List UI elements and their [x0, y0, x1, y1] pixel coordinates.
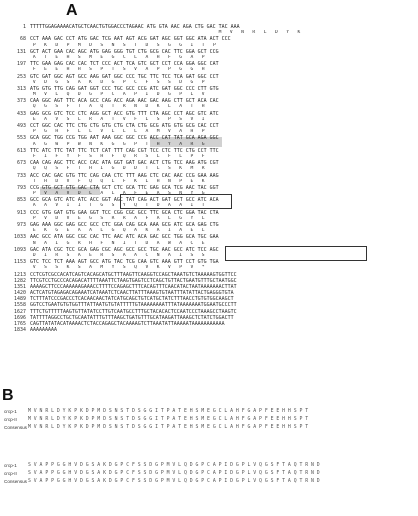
sequence-position-number: 1627: [14, 308, 26, 315]
alignment-block: [4, 408, 414, 432]
alignment-row: [4, 478, 414, 486]
sequence-text: GGTCCTGAATGTGTGGTTTATTAATGTGTATTTTTGTAAAAAAAATTTATAAAAAAATGGAATGCCCTT: [30, 302, 237, 309]
sequence-position-number: 853: [17, 197, 26, 204]
sequence-text: GAC ATA CGC TCC GCA GAG CGC AGC GCC GCC TGC AAC GCC ATC TCC AGC: [30, 246, 219, 253]
alignment-row: [4, 470, 414, 478]
sequence-position-number: 313: [17, 85, 26, 92]
sequence-position-number: 973: [17, 222, 26, 228]
sequence-position-number: 1282: [14, 277, 26, 284]
panel-a-sequence: [4, 24, 414, 333]
sequence-text: TATTTTAGGCCTGCTGCAATATTTGTTTAAGCTGATGTTTGCATAAGATTAAAGCTCTATCTGGACTT: [30, 314, 234, 321]
sequence-position-number: 1420: [14, 290, 26, 297]
sequence-text: A A V I I T G S Y Q T D A A I T: [30, 203, 205, 209]
sequence-position-number: 553: [17, 135, 26, 142]
sequence-text: GTC GAT GGC AGT GCC AAG GAT GGC CCC TGC TTC TCC TCA GAT GGC CCT: [30, 73, 219, 80]
sequence-position-number: 1: [23, 24, 26, 30]
sequence-text: P V D V E G S R R A F A L G Y L: [30, 215, 205, 221]
sequence-text: AAC GCC ATA GGC CGC CAC TTC AAC ATC ACA GAC GCC TGG GCA TGC GAA: [30, 234, 219, 241]
sequence-text: TTTTTGGAGAAAACATGCTCAACTGTGGACCCTAGAAC ATG GTA AAC AGA CTG GAC TAC AAA: [30, 24, 240, 30]
sequence-text: ACC CAC GAC GTG TTC CAG CAA CTC TTT AAG CTC CAC AAC CCG GAA AAG: [30, 172, 219, 179]
alignment-row: [4, 408, 414, 416]
sequence-position-number: 1093: [14, 246, 26, 253]
alignment-residues: S V A P P G G H V D G S A K D G P C F S S D G P M V L Q D G P C A P I D G P L V Q G S F T A Q T R N D: [28, 479, 320, 484]
alignment-row: [4, 424, 414, 432]
sequence-text: GCC GCA GTC ATC ATC ACC GGT AGC TAT CAG ACT GAT GCT GCC ATC ACA: [30, 197, 219, 204]
sequence-text: CAA GGC AGT TTC ACA GCC CAG ACC AGA AAC GAC AAG CTT GCT ACA CAC: [30, 98, 219, 105]
sequence-text: CCG GTG GCT GTG GAC CTA GCT CTC GCA TTC GAG GCA TCG AAC TAC GGT: [30, 184, 219, 191]
sequence-position-number: 1834: [14, 327, 26, 334]
sequence-position-number: 1696: [14, 314, 26, 321]
sequence-position-number: 493: [17, 123, 26, 129]
alignment-sequence-name: crcp-II: [4, 417, 17, 422]
sequence-position-number: 673: [17, 160, 26, 167]
alignment-residues: S V A P P G G H V D G S A K D G P C F S S D G P M V L Q D G P C A P I D G P L V Q G S F T A Q T R N D: [28, 463, 320, 468]
alignment-sequence-name: Consensus: [4, 479, 27, 484]
sequence-text: F I F Y F S H F Q R S L F L P F: [30, 153, 205, 159]
sequence-text: D I R S A E R S A A C N A I S S: [30, 252, 205, 258]
sequence-text: N A I G R H F N I T D A W A C E: [30, 240, 205, 246]
sequence-text: GAG GCG GTC TCC CTC AGG GCT ACC GTG TTT CTA AGC CCT AGC GTC ATC: [30, 110, 219, 117]
alignment-row: [4, 462, 414, 470]
sequence-position-number: 1213: [14, 271, 26, 278]
sequence-text: M V L Q D G P C A P I D G P L V: [30, 92, 205, 98]
sequence-text: TTTCTGTTTTTAAGTGTTATATCCTTGTCAATGCCTTTGCTACACACTCCAATCCCTAAAGCCTAAGTC: [30, 308, 237, 315]
sequence-text: ACTCATGTAGAGACAGAAATCATAAATCTCAACTTATTTAAAGTGTAATTTATATTACTGAGGGTGTA: [30, 290, 234, 297]
sequence-text: ATG GTG TTG CAG GAT GGT CCC TGC GCC CCG ATC GAT GGC CCC CTT GTG: [30, 85, 219, 92]
sequence-position-number: 913: [17, 209, 26, 216]
sequence-text: A G W P W N K G G P T H Y A R G: [30, 141, 205, 147]
sequence-position-number: 433: [17, 110, 26, 117]
sequence-text: TTC GAA GAG CAC CAC TCT CCC ACT TCA GTC GCT CCT CCA GGA GGC CAT: [30, 61, 219, 68]
sequence-text: CCTCGTCGCCACATCAGTCACAGCATGCTTTAAGTTCAAGGTCCAGCTAAATGTCTAAAAAGTGGTTCC: [30, 271, 237, 278]
sequence-position-number: 1558: [14, 302, 26, 309]
alignment-sequence-name: crcp-1: [4, 409, 17, 414]
sequence-position-number: 1489: [14, 296, 26, 303]
sequence-text: GCA GGC TGG CCG TGG AAT AAA GGC GGC CCG ACC CAT TAT GCA AGA GGC: [30, 135, 219, 142]
sequence-text: P K D P M D S N S T D S G G I T P: [30, 42, 216, 48]
sequence-text: P G H F L L V L L L A M V A H P: [30, 129, 205, 135]
panel-a-label: A: [66, 2, 78, 19]
sequence-text: M V N R L D Y K: [30, 30, 301, 36]
sequence-text: AAAAGCTTCCCAAAAAAGAAACCTTTTCCAGAGCTTTCACAGTTTCAACATACTAATAAAAAAACTTAT: [30, 283, 237, 290]
sequence-row-utr: [4, 327, 414, 333]
sequence-text: GCT ACT GAA CAC AGC ATG GAG GGG TGT CTG GCG CAC TTC GGA GCT CCG: [30, 48, 219, 55]
sequence-text: TCTTTATCCCGACCCTCACAACAACTATCATGCAGCTGTCATGCTATCTTTAACCTGTGTGGCAAGCT: [30, 296, 234, 303]
sequence-text: CAA CAG AGC TTC ACC CAC ATA GGT GAT GAC ACT CTG TCC AAG ATG CGT: [30, 160, 219, 167]
sequence-text: CAGTTATATACATAAAACTCTACCAGAGCTACAAAAGTCTTAAATATTAAAAATAAAAAAAAAAA: [30, 321, 225, 327]
sequence-text: CCT GGC CAC TTC CTG CTG GTG CTG CTA CTG GCG ATG GTG GCG CAC CCT: [30, 123, 219, 129]
alignment-residues: M V N R L D Y K P K D P M D S N S T D S G G I T P A T E H S M E G C L A H F G A P F E E H H S P T: [28, 425, 309, 430]
sequence-position-number: 613: [17, 147, 26, 154]
sequence-position-number: 1153: [14, 259, 26, 266]
alignment-sequence-name: crcp-1: [4, 463, 17, 468]
sequence-text: E A V S L R A T V F L S P S V I: [30, 116, 205, 122]
sequence-text: GTC TCC TCT AAA AGT GCC ATG TAC TCG CAA GTC AAA GTT CCT GTG TGA: [30, 259, 219, 266]
panel-b-label: B: [2, 387, 14, 404]
alignment-residues: S V A P P G G H V D G S A K D G P C F S S D G P M V L Q D G P C A P I D G P L V Q G S F T A Q T R N D: [28, 471, 320, 476]
sequence-text: V D G S A K D G P C F S S D G P: [30, 79, 205, 85]
alignment-residues: M V N R L D Y K P K D P M D S N S T D S G G I T P A T E H S M E G C L A H F G A P F E E H H S P T: [28, 417, 309, 422]
sequence-text: P V A V D L A L A F E A S N Y G: [30, 191, 205, 197]
sequence-text: TTC ATC TTC TAT TTC TCT CAT TTT CAG CGT TCC CTC TTC CTG CCT TTC: [30, 147, 219, 154]
sequence-position-number: 1765: [14, 321, 26, 327]
sequence-position-number: 68: [20, 36, 26, 43]
sequence-text: Q Q S F T H I G D D T L S K M R: [30, 166, 205, 172]
sequence-text: CCC GTG GAT GTG GAA GGT TCC CGG CGC GCC TTC GCA CTC GGA TAC CTA: [30, 209, 219, 216]
sequence-text: AAAAAAAAA: [30, 327, 57, 334]
sequence-position-number: 373: [17, 98, 26, 105]
sequence-position-number: 793: [17, 184, 26, 191]
sequence-text: E K G E A A L G Q A K A I A E L: [30, 228, 205, 234]
sequence-position-number: 253: [17, 73, 26, 80]
sequence-position-number: 1033: [14, 234, 26, 241]
sequence-text: T H D V F Q Q L F K L H N P E K: [30, 178, 205, 184]
alignment-block: [4, 462, 414, 486]
sequence-position-number: 131: [17, 48, 26, 55]
alignment-sequence-name: crcp-II: [4, 471, 17, 476]
alignment-sequence-name: Consensus: [4, 425, 27, 430]
sequence-text: GAG AAA GGC GAG GCC GCC CTC GGA CAG GCA AAA GCG ATC GCA GAG CTG: [30, 222, 219, 228]
sequence-text: CCT AAA GAC CCT ATG GAC TCG AAT AGT ACG GAT AGC GGT GGC ATA ACT CCC: [30, 36, 231, 43]
sequence-text: TTCGTCCTGCCCACAGACATTTTAAATTCTAAGTGAGTCCTCAGCTGTTACTGAATGTTTGCTAATGGC: [30, 277, 237, 284]
sequence-position-number: 197: [17, 61, 26, 68]
sequence-position-number: 1351: [14, 283, 26, 290]
sequence-text: A T E H S M E G C L A H F G A P: [30, 54, 205, 60]
sequence-text: Q G S F T A Q T R N D K L A T H: [30, 104, 205, 110]
alignment-residues: M V N R L D Y K P K D P M D S N S T D S G G I T P A T E H S M E G C L A H F G A P F E E H H S P T: [28, 409, 309, 414]
sequence-text: V S S K S A M Y S Q V K V P V *: [30, 265, 205, 271]
alignment-row: [4, 416, 414, 424]
sequence-text: F E E H H S P T S V A P P G G H: [30, 67, 205, 73]
sequence-position-number: 733: [17, 172, 26, 179]
